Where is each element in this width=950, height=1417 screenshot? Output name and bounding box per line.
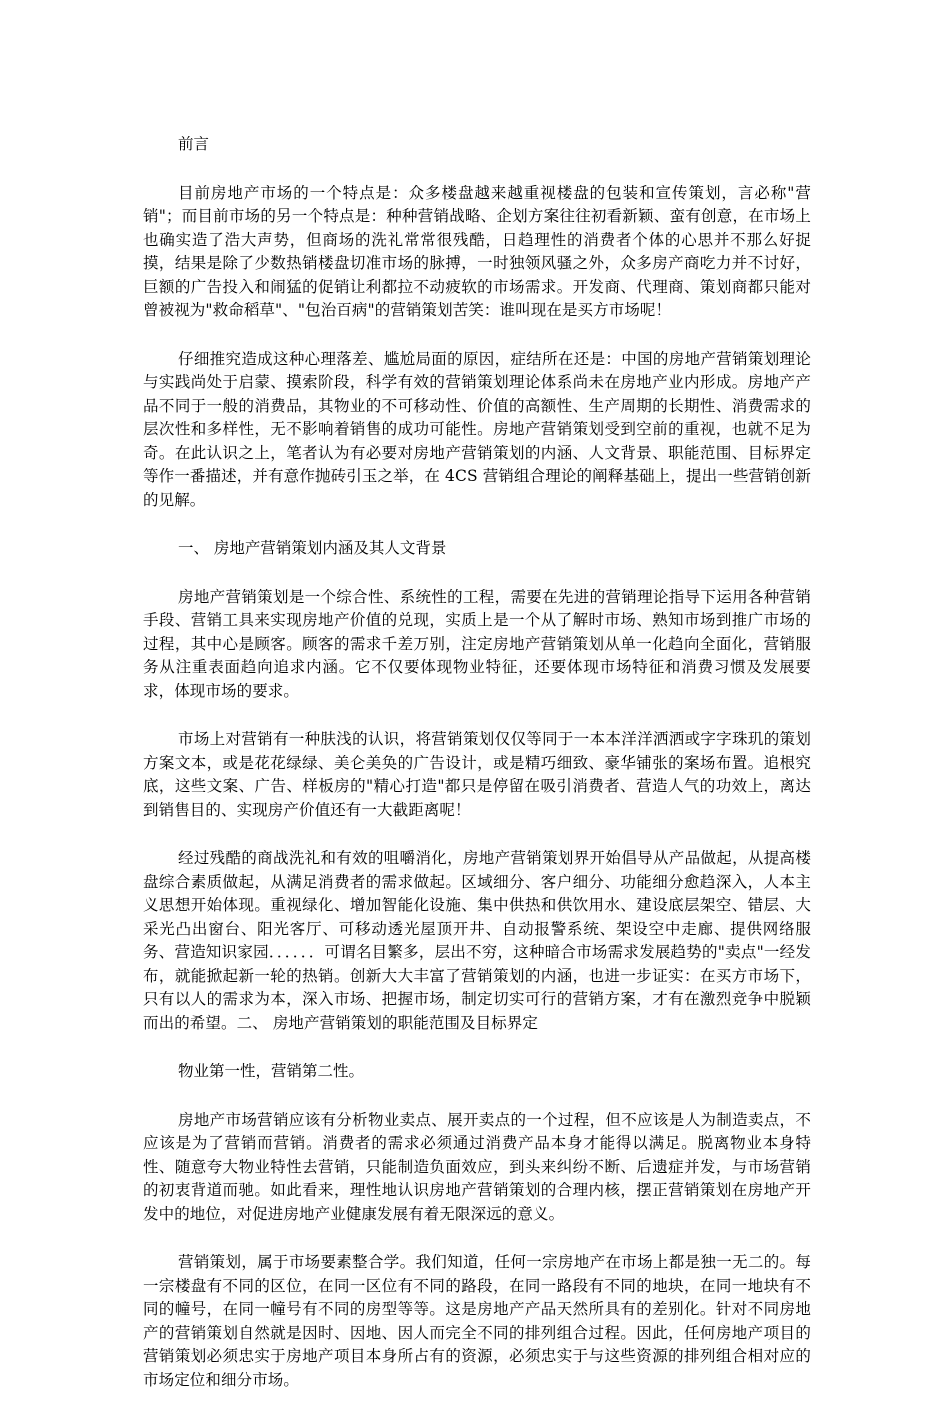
section-1-paragraph-1: 房地产营销策划是一个综合性、系统性的工程，需要在先进的营销理论指导下运用各种营销手段、营销工具来实现房地产价值的兑现，实质上是一个从了解时市场、熟知市场到推广市场的过程，其中心是顾客。顾客的需求千差万别，注定房地产营销策划从单一化趋向全面化，营销服务从注重表面趋向追求内涵。它不仅要体现物业特征，还要体现市场特征和消费习惯及发展要求，体现市场的要求。 [143, 587, 811, 700]
section-1-paragraph-3: 经过残酷的商战洗礼和有效的咀嚼消化，房地产营销策划界开始倡导从产品做起，从提高楼盘综合素质做起，从满足消费者的需求做起。区域细分、客户细分、功能细分愈趋深入，人本主义思想开始体现。重视绿化、增加智能化设施、集中供热和供饮用水、建设底层架空、错层、大采光凸出窗台、阳光客厅、可移动透光屋顶开井、自动报警系统、架设空中走廊、提供网络服务、营造知识家园．．．．．．可谓名目繁多，层出不穷，这种暗合市场需求发展趋势的"卖点"一经发布，就能掀起新一轮的热销。创新大大丰富了营销策划的内涵，也进一步证实：在买方市场下，只有以人的需求为本，深入市场、把握市场，制定切实可行的营销方案，才有在激烈竞争中脱颖而出的希望。二、 房地产营销策划的职能范围及目标界定 [143, 849, 811, 1032]
section-1-heading: 一、 房地产营销策划内涵及其人文背景 [178, 539, 447, 557]
section-2-paragraph-1: 房地产市场营销应该有分析物业卖点、展开卖点的一个过程，但不应该是人为制造卖点，不应该是为了营销而营销。消费者的需求必须通过消费产品本身才能得以满足。脱离物业本身特性、随意夸大物业特性去营销，只能制造负面效应，到头来纠纷不断、后遗症并发，与市场营销的初衷背道而驰。如此看来，理性地认识房地产营销策划的合理内核，摆正营销策划在房地产开发中的地位，对促进房地产业健康发展有着无限深远的意义。 [143, 1110, 811, 1223]
section-1-paragraph-2: 市场上对营销有一种肤浅的认识，将营销策划仅仅等同于一本本洋洋洒洒或字字珠玑的策划方案文本，或是花花绿绿、美仑美奂的广告设计，或是精巧细致、豪华铺张的案场布置。追根究底，这些文案、广告、样板房的"精心打造"都只是停留在吸引消费者、营造人气的功效上，离达到销售目的、实现房产价值还有一大截距离呢！ [143, 730, 811, 819]
section-2-subheading: 物业第一性，营销第二性。 [178, 1062, 365, 1080]
preface-title: 前言 [178, 135, 210, 153]
intro-paragraph-1: 目前房地产市场的一个特点是：众多楼盘越来越重视楼盘的包装和宣传策划，言必称"营销"；而目前市场的另一个特点是：种种营销战略、企划方案往往初看新颖、蛮有创意，在市场上也确实造了浩大声势，但商场的洗礼常常很残酷，日趋理性的消费者个体的心思并不那么好捉摸，结果是除了少数热销楼盘切准市场的脉搏，一时独领风骚之外，众多房产商吃力并不讨好，巨额的广告投入和闹猛的促销让利都拉不动疲软的市场需求。开发商、代理商、策划商都只能对曾被视为"救命稻草"、"包治百病"的营销策划苦笑：谁叫现在是买方市场呢！ [143, 183, 811, 319]
document-body [143, 133, 811, 1417]
intro-paragraph-2: 仔细推究造成这种心理落差、尴尬局面的原因，症结所在还是：中国的房地产营销策划理论与实践尚处于启蒙、摸索阶段，科学有效的营销策划理论体系尚未在房地产业内形成。房地产产品不同于一般的消费品，其物业的不可移动性、价值的高额性、生产周期的长期性、消费需求的层次性和多样性，无不影响着销售的成功可能性。房地产营销策划受到空前的重视，也就不足为奇。在此认识之上，笔者认为有必要对房地产营销策划的内涵、人文背景、职能范围、目标界定等作一番描述，并有意作抛砖引玉之举，在 4CS 营销组合理论的阐释基础上，提出一些营销创新的见解。 [143, 349, 811, 509]
section-2-paragraph-2: 营销策划，属于市场要素整合学。我们知道，任何一宗房地产在市场上都是独一无二的。每一宗楼盘有不同的区位，在同一区位有不同的路段，在同一路段有不同的地块，在同一地块有不同的幢号，在同一幢号有不同的房型等等。这是房地产产品天然所具有的差别化。针对不同房地产的营销策划自然就是因时、因地、因人而完全不同的排列组合过程。因此，任何房地产项目的营销策划必须忠实于房地产项目本身所占有的资源，必须忠实于与这些资源的排列组合相对应的市场定位和细分市场。 [143, 1253, 811, 1389]
